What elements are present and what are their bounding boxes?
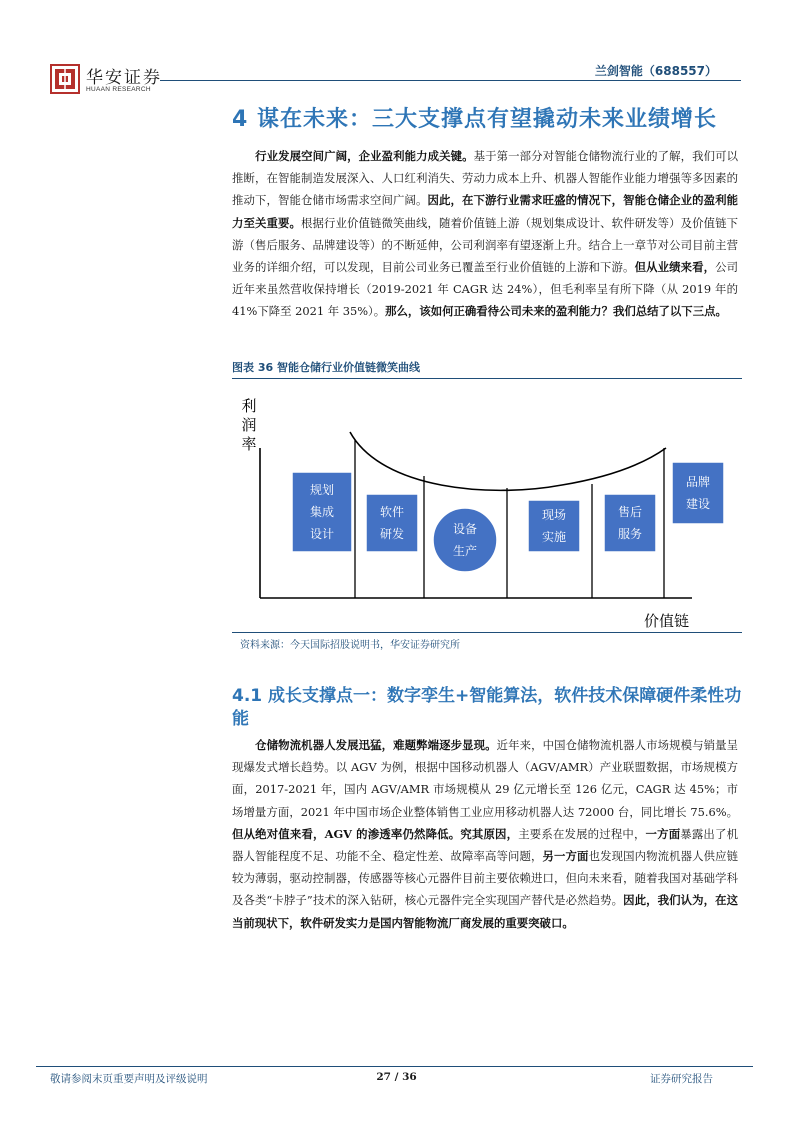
stage-box	[604, 494, 656, 552]
figure-bottom-rule	[232, 632, 742, 633]
footer-disclaimer: 敬请参阅末页重要声明及评级说明	[50, 1073, 208, 1085]
para1-text-3: 公司近年来虽然营收保持增长（2019-2021 年 CAGR 达 24%），但毛利率呈有所下降（从 2019 年的 41%下降至 2021 年 35%）。	[232, 260, 738, 319]
logo-seal-icon	[50, 64, 80, 94]
stage-label: 实施	[541, 530, 567, 544]
subsection-title: 4.1 成长支撑点一：数字孪生+智能算法，软件技术保障硬件柔性功能	[232, 686, 742, 729]
stage-box	[672, 462, 724, 524]
stage-label: 建设	[685, 497, 711, 511]
para1-text-1: 基于第一部分对智能仓储物流行业的了解，我们可以推断，在智能制造发展深入、人口红利消失、劳动力成本上升、机器人智能作业能力增强等多因素的推动下，智能仓储市场需求空间广阔。	[232, 149, 738, 208]
paragraph-2	[232, 734, 738, 934]
para2-emphasis-1: 但从绝对值来看，AGV 的渗透率仍然降低。究其原因，	[232, 826, 519, 841]
header-divider	[160, 80, 741, 81]
para1-emphasis-3: 那么，该如何正确看待公司未来的盈利能力？我们总结了以下三点。	[385, 304, 727, 319]
stage-1	[292, 472, 352, 552]
stage-circle	[433, 508, 497, 572]
stage-label: 生产	[452, 544, 478, 558]
para2-emphasis-3: 另一方面	[542, 849, 589, 864]
para2-emphasis-4: 因此，我们认为，在这当前现状下，软件研发实力是国内智能物流厂商发展的重要突破口。	[232, 893, 738, 930]
footer-report-type: 证券研究报告	[650, 1073, 713, 1085]
page-number: 27 / 36	[376, 1071, 417, 1083]
y-axis-label: 利润率	[241, 397, 257, 453]
stage-box	[366, 494, 418, 552]
logo-subtext: HUAAN RESEARCH	[86, 86, 151, 93]
para1-text-2: 根据行业价值链微笑曲线，随着价值链上游（规划集成设计、软件研发等）及价值链下游（售后服务、品牌建设等）的不断延伸，公司利润率有望逐渐上升。结合上一章节对公司目前主营业务的详细介绍，可以发现，目前公司业务已覆盖至行业价值链的上游和下游。	[232, 215, 738, 275]
stage-label: 售后	[617, 505, 643, 519]
stage-label: 研发	[379, 527, 405, 541]
stage-label: 设备	[452, 522, 478, 536]
para2-text-1: 近年来，中国仓储物流机器人市场规模与销量呈现爆发式增长趋势。以 AGV 为例，根据中国移动机器人（AGV/AMR）产业联盟数据，市场规模方面，2017-2021 年，国内 AGV/AMR 市场规模从 29 亿元增长至 126 亿元，CAGR 达 45%；市场增量方面，2021 年中国市场企业整体销售工业应用移动机器人达 72000 台，同比增长 75.6%。	[232, 738, 738, 819]
para2-text-4: 也发现国内物流机器人供应链较为薄弱，驱动控制器，传感器等核心元器件目前主要依赖进口，但向未来看，随着我国对基础学科及各类“卡脖子”技术的深入钻研，核心元器件完全实现国产替代是必然趋势。	[232, 849, 738, 908]
company-name: 兰剑智能（688557）	[594, 64, 717, 78]
stage-label: 设计	[309, 527, 335, 541]
stage-label: 集成	[309, 505, 335, 519]
para1-emphasis-1: 因此，在下游行业需求旺盛的情况下，智能仓储企业的盈利能力至关重要。	[232, 193, 738, 230]
stage-label: 软件	[379, 505, 405, 519]
footer-divider	[36, 1066, 753, 1067]
para2-text-2: 主要系在发展的过程中，	[518, 826, 646, 841]
smile-curve	[350, 432, 666, 490]
stage-4	[528, 500, 580, 552]
smile-curve-chart	[232, 380, 742, 630]
x-axis-label: 价值链	[644, 612, 690, 630]
para2-emphasis-2: 一方面	[645, 826, 681, 841]
figure-source: 资料来源：今天国际招股说明书，华安证券研究所	[240, 640, 460, 651]
stage-3	[433, 508, 497, 572]
stage-label: 服务	[617, 527, 643, 541]
para2-text-3: 暴露出了机器人智能程度不足、功能不全、稳定性差、故障率高等问题，	[232, 826, 738, 864]
para2-lead: 仓储物流机器人发展迅猛，难题弊端逐步显现。	[255, 738, 497, 752]
para1-emphasis-2: 但从业绩来看，	[634, 260, 716, 275]
section-title: 4 谋在未来：三大支撑点有望撬动未来业绩增长	[232, 107, 717, 132]
para1-lead: 行业发展空间广阔，企业盈利能力成关键。	[255, 149, 474, 163]
figure-top-rule	[232, 378, 742, 379]
logo-text: 华安证券	[86, 68, 162, 88]
stage-5	[604, 494, 656, 552]
paragraph-1	[232, 145, 738, 323]
stage-label: 规划	[309, 483, 335, 497]
stage-label: 品牌	[685, 475, 711, 489]
stage-6	[672, 462, 724, 524]
stage-label: 现场	[541, 508, 567, 522]
figure-title: 图表 36 智能仓储行业价值链微笑曲线	[232, 361, 420, 374]
stage-2	[366, 494, 418, 552]
value-chain-stages	[292, 462, 724, 572]
